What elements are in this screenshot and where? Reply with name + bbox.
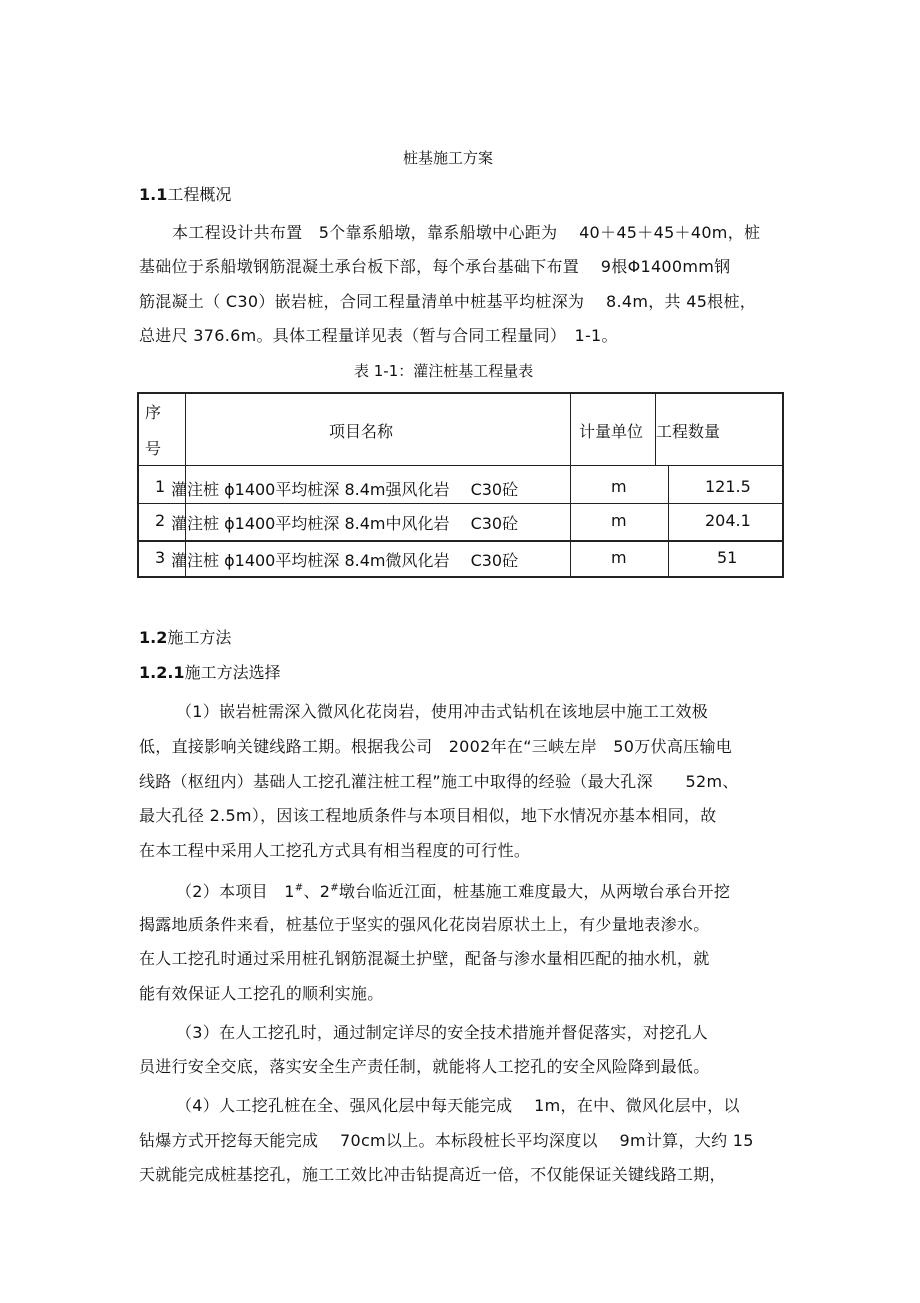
table-border [782, 392, 784, 578]
row-name: 灌注桩 ϕ1400平均桩深 8.4m强风化岩 C30砼 [171, 480, 519, 499]
table-col-line [570, 392, 571, 578]
superscript: # [294, 882, 304, 894]
superscript: # [330, 882, 339, 894]
section-number: 1.1 [139, 185, 168, 204]
page-title: 桩基施工方案 [403, 149, 494, 167]
row-name: 灌注桩 ϕ1400平均桩深 8.4m微风化岩 C30砼 [171, 551, 519, 570]
section-number: 1.2 [139, 628, 168, 647]
table-row-line [137, 540, 784, 542]
paragraph-line: 低，直接影响关键线路工期。根据我公司 2002年在“三峡左岸 50万伏高压输电 [139, 737, 733, 756]
section-heading-1-1 [139, 182, 231, 205]
paragraph-line: 总进尺 376.6m。具体工程量详见表（暂与合同工程量同） 1-1。 [139, 326, 618, 345]
row-seq: 1 [155, 477, 166, 496]
table-border [137, 392, 784, 394]
paragraph-line: （3）在人工挖孔时，通过制定详尽的安全技术措施并督促落实，对挖孔人 [176, 1023, 709, 1042]
row-qty: 121.5 [705, 477, 751, 496]
paragraph-line: （4）人工挖孔桩在全、强风化层中每天能完成 1m，在中、微风化层中，以 [176, 1096, 740, 1115]
header-qty: 工程数量 [656, 422, 721, 441]
paragraph-line: 在人工挖孔时通过采用桩孔钢筋混凝土护壁，配备与渗水量相匹配的抽水机，就 [139, 949, 710, 968]
paragraph-line: 揭露地质条件来看，桩基位于坚实的强风化花岗岩原状土上，有少量地表渗水。 [139, 915, 710, 934]
text-run: （2）本项目 1 [176, 882, 295, 901]
header-seq-2: 号 [145, 439, 162, 458]
table-border [137, 392, 139, 578]
table-row-line [137, 465, 784, 466]
paragraph-line: 筋混凝土（ C30）嵌岩桩，合同工程量清单中桩基平均桩深为 8.4m，共 45根桩， [139, 292, 757, 311]
row-qty: 204.1 [705, 511, 751, 530]
text-run: 、2 [303, 882, 331, 901]
quantity-table [137, 392, 784, 578]
row-seq: 3 [155, 548, 166, 567]
section-heading-1-2 [139, 625, 231, 648]
header-name: 项目名称 [329, 422, 394, 441]
section-heading-1-2-1 [139, 660, 281, 683]
section-title: 施工方法 [167, 628, 232, 647]
paragraph-line: 线路（枢纽内）基础人工挖孔灌注桩工程”施工中取得的经验（最大孔深 52m、 [139, 772, 739, 791]
paragraph-line [176, 879, 730, 902]
section-number: 1.2.1 [139, 663, 185, 682]
paragraph-line: 能有效保证人工挖孔的顺利实施。 [139, 984, 384, 1003]
paragraph-line: 钻爆方式开挖每天能完成 70cm以上。本标段桩长平均深度以 9m计算，大约 15 [139, 1131, 754, 1150]
row-seq: 2 [155, 511, 166, 530]
paragraph-line: 本工程设计共布置 5个靠系船墩，靠系船墩中心距为 40＋45＋45＋40m，桩 [172, 223, 761, 242]
row-unit: m [611, 548, 627, 567]
paragraph-line: （1）嵌岩桩需深入微风化花岗岩，使用冲击式钻机在该地层中施工工效极 [176, 702, 709, 721]
paragraph-line: 最大孔径 2.5m），因该工程地质条件与本项目相似，地下水情况亦基本相同，故 [139, 806, 717, 825]
header-unit: 计量单位 [579, 422, 644, 441]
table-caption: 表 1-1：灌注桩基工程量表 [354, 362, 534, 380]
row-unit: m [611, 511, 627, 530]
paragraph-line: 在本工程中采用人工挖孔方式具有相当程度的可行性。 [139, 841, 531, 860]
row-name: 灌注桩 ϕ1400平均桩深 8.4m中风化岩 C30砼 [171, 514, 519, 533]
paragraph-line: 天就能完成桩基挖孔，施工工效比冲击钻提高近一倍，不仅能保证关键线路工期， [139, 1165, 726, 1184]
section-title: 施工方法选择 [184, 663, 281, 682]
row-qty: 51 [717, 548, 738, 567]
paragraph-line: 员进行安全交底，落实安全生产责任制，就能将人工挖孔的安全风险降到最低。 [139, 1057, 710, 1076]
table-col-line [668, 465, 669, 578]
paragraph-line: 基础位于系船墩钢筋混凝土承台板下部，每个承台基础下布置 9根Φ1400mm钢 [139, 257, 731, 276]
table-border [137, 576, 784, 578]
section-title: 工程概况 [167, 185, 232, 204]
row-unit: m [611, 477, 627, 496]
text-run: 墩台临近江面，桩基施工难度最大，从两墩台承台开挖 [338, 882, 731, 901]
table-row-line [137, 503, 784, 504]
header-seq-1: 序 [145, 403, 162, 422]
